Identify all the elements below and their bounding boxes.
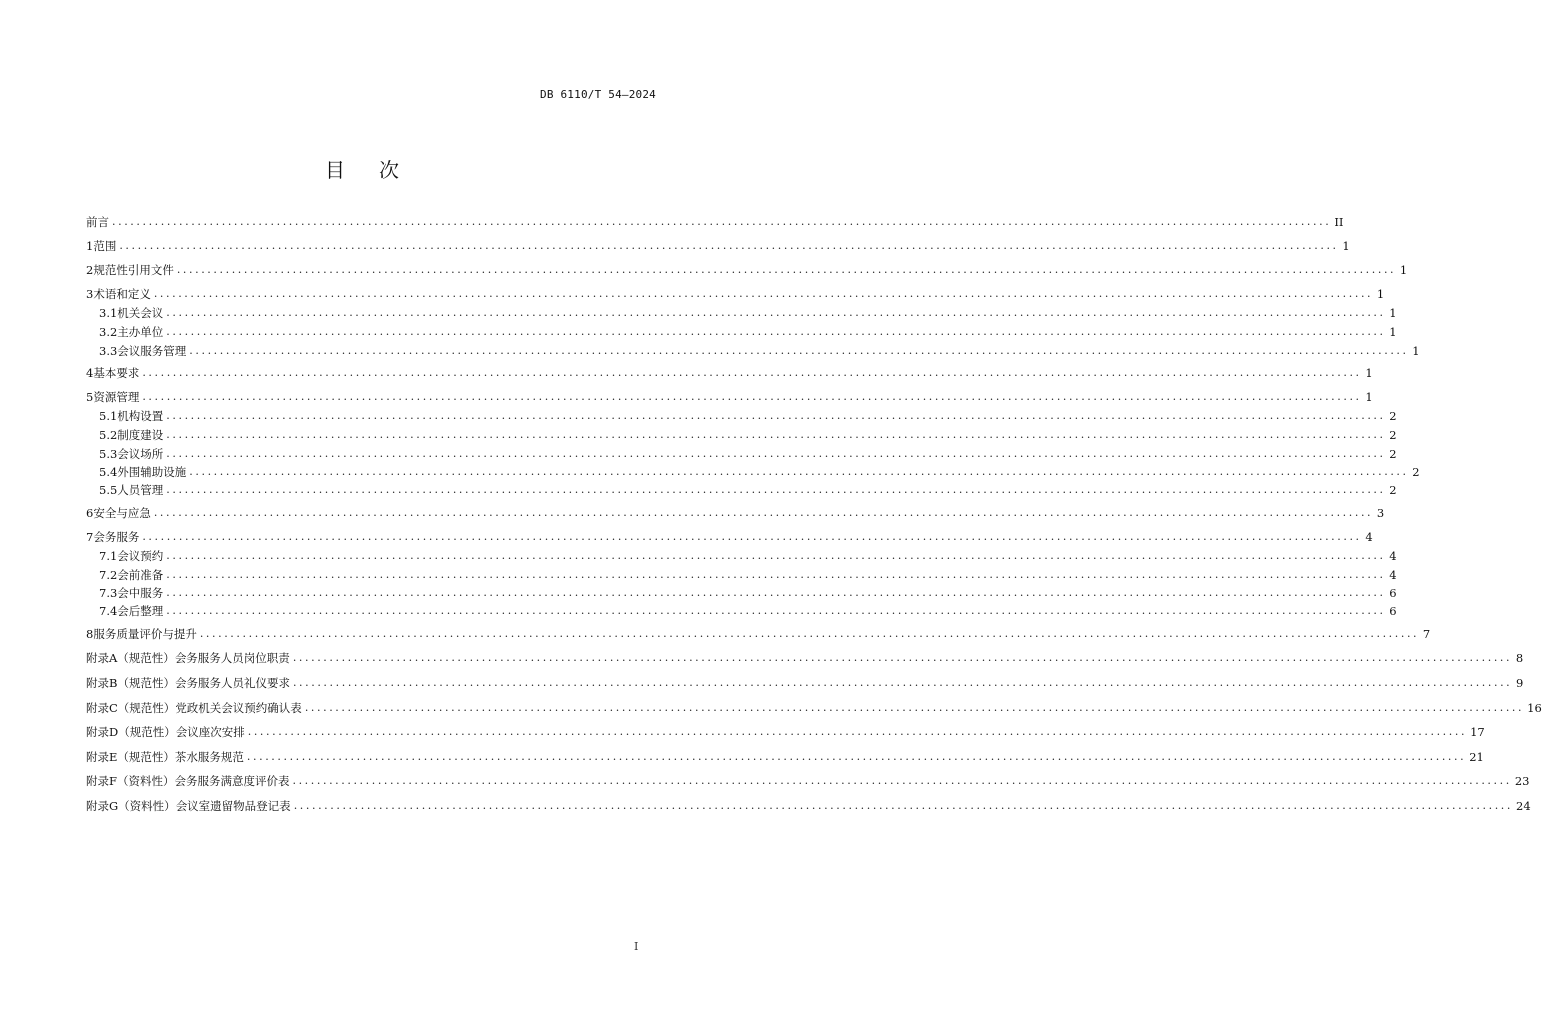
toc-entry-page: 2	[1389, 428, 1397, 442]
toc-leader-dots: ........................................................................................................................................................................................................	[166, 568, 1386, 581]
toc-entry-number: 附录A（规范性）	[86, 651, 175, 665]
toc-entry[interactable]	[99, 548, 1397, 564]
toc-entry[interactable]	[86, 262, 1408, 278]
toc-entry[interactable]	[86, 389, 1373, 405]
toc-leader-dots: ........................................................................................................................................................................................................	[166, 447, 1386, 460]
toc-entry-label: 基本要求	[93, 366, 140, 380]
toc-entry[interactable]	[86, 650, 1524, 666]
toc-entry-page: 4	[1389, 568, 1397, 582]
toc-entry-label: 会务服务	[93, 530, 140, 544]
toc-entry[interactable]	[99, 446, 1397, 462]
toc-entry-page: 1	[1376, 287, 1385, 301]
toc-entry[interactable]	[99, 603, 1397, 619]
toc-entry-label: 会议座次安排	[175, 725, 245, 739]
toc-entry[interactable]	[86, 798, 1531, 814]
toc-entry[interactable]	[99, 408, 1397, 424]
page-number: I	[634, 940, 639, 953]
toc-leader-dots: ........................................................................................................................................................................................................	[189, 465, 1409, 478]
toc-leader-dots: ........................................................................................................................................................................................................	[142, 530, 1362, 543]
toc-entry[interactable]	[86, 675, 1524, 691]
toc-leader-dots: ........................................................................................................................................................................................................	[166, 483, 1386, 496]
toc-entry-number: 5	[86, 390, 94, 404]
toc-leader-dots: ........................................................................................................................................................................................................	[292, 651, 1513, 664]
toc-entry[interactable]	[86, 700, 1542, 716]
toc-entry-number: 附录B（规范性）	[86, 676, 175, 690]
toc-leader-dots: ........................................................................................................................................................................................................	[246, 750, 1467, 763]
toc-entry-label: 会前准备	[117, 568, 164, 582]
toc-entry-number: 1	[86, 239, 94, 253]
toc-entry-page: 21	[1469, 750, 1484, 764]
toc-entry-number: 2	[86, 263, 94, 277]
toc-entry[interactable]	[86, 365, 1373, 381]
toc-leader-dots: ........................................................................................................................................................................................................	[166, 325, 1386, 338]
toc-entry-page: 2	[1412, 465, 1420, 479]
toc-entry-page: 4	[1389, 549, 1397, 563]
toc-leader-dots: ........................................................................................................................................................................................................	[166, 428, 1386, 441]
toc-entry-page: 23	[1514, 774, 1530, 788]
toc-entry-label: 机构设置	[117, 409, 164, 423]
toc-entry-page: 6	[1389, 604, 1397, 618]
toc-entry-number: 3.2	[99, 325, 118, 339]
toc-entry-page: 1	[1389, 306, 1397, 320]
toc-entry-number: 7.2	[99, 568, 118, 582]
toc-entry-page: 16	[1527, 701, 1542, 715]
toc-leader-dots: ........................................................................................................................................................................................................	[142, 366, 1362, 379]
toc-entry-number: 8	[86, 627, 94, 641]
toc-entry-page: 1	[1412, 344, 1420, 358]
toc-entry-label: 党政机关会议预约确认表	[175, 701, 302, 715]
toc-entry[interactable]	[86, 214, 1344, 230]
toc-entry-label: 服务质量评价与提升	[93, 627, 197, 641]
toc-leader-dots: ........................................................................................................................................................................................................	[166, 306, 1386, 319]
toc-entry-label: 范围	[93, 239, 117, 253]
toc-leader-dots: ........................................................................................................................................................................................................	[166, 586, 1386, 599]
toc-entry-page: 9	[1515, 676, 1524, 690]
toc-entry-label: 资源管理	[93, 390, 140, 404]
toc-entry[interactable]	[99, 305, 1397, 321]
toc-entry-page: 3	[1376, 506, 1385, 520]
toc-entry-page: 2	[1389, 409, 1397, 423]
toc-leader-dots: ........................................................................................................................................................................................................	[166, 604, 1386, 617]
toc-entry-number: 5.4	[99, 465, 118, 479]
toc-entry[interactable]	[99, 482, 1397, 498]
toc-leader-dots: ........................................................................................................................................................................................................	[153, 506, 1374, 519]
toc-leader-dots: ........................................................................................................................................................................................................	[199, 627, 1420, 640]
toc-entry-page: 1	[1365, 390, 1373, 404]
toc-leader-dots: ........................................................................................................................................................................................................	[112, 215, 1332, 228]
toc-entry-page: 8	[1515, 651, 1524, 665]
toc-entry-number: 5.1	[99, 409, 118, 423]
toc-entry-label: 前言	[86, 215, 109, 229]
toc-entry-number: 3.3	[99, 344, 118, 358]
toc-leader-dots: ........................................................................................................................................................................................................	[292, 774, 1512, 787]
toc-entry-label: 会后整理	[117, 604, 164, 618]
toc-entry[interactable]	[99, 324, 1397, 340]
toc-leader-dots: ........................................................................................................................................................................................................	[166, 409, 1386, 422]
toc-entry[interactable]	[99, 343, 1420, 359]
toc-leader-dots: ........................................................................................................................................................................................................	[247, 725, 1468, 738]
toc-entry-number: 附录C（规范性）	[86, 701, 176, 715]
toc-leader-dots: ........................................................................................................................................................................................................	[166, 549, 1386, 562]
toc-entry-label: 机关会议	[117, 306, 164, 320]
toc-entry-number: 6	[86, 506, 94, 520]
toc-entry-label: 会议场所	[117, 447, 164, 461]
toc-entry-number: 附录E（规范性）	[86, 750, 175, 764]
toc-entry-label: 会务服务满意度评价表	[174, 774, 290, 788]
toc-entry-label: 会议室遗留物品登记表	[175, 799, 291, 813]
toc-entry-page: 1	[1399, 263, 1408, 277]
page-title: 目次	[325, 158, 433, 182]
toc-entry-number: 5.2	[99, 428, 118, 442]
toc-entry-number: 3	[86, 287, 94, 301]
toc-entry-label: 茶水服务规范	[174, 750, 244, 764]
toc-entry-number: 7.3	[99, 586, 118, 600]
toc-entry-page: 6	[1389, 586, 1397, 600]
toc-entry-number: 7.4	[99, 604, 118, 618]
toc-entry-label: 安全与应急	[93, 506, 151, 520]
toc-entry[interactable]	[86, 238, 1350, 254]
toc-entry-label: 会中服务	[117, 586, 164, 600]
standard-code: DB 6110/T 54—2024	[540, 88, 656, 101]
toc-entry-number: 7.1	[99, 549, 118, 563]
toc-entry-page: 1	[1365, 366, 1373, 380]
toc-leader-dots: ........................................................................................................................................................................................................	[119, 239, 1339, 252]
toc-entry[interactable]	[86, 505, 1385, 521]
toc-entry[interactable]	[99, 464, 1420, 480]
toc-entry[interactable]	[86, 286, 1385, 302]
toc-leader-dots: ........................................................................................................................................................................................................	[176, 263, 1397, 276]
toc-entry[interactable]	[86, 749, 1484, 765]
toc-entry-number: 7	[86, 530, 94, 544]
toc-entry-page: 2	[1389, 483, 1397, 497]
toc-entry-page: 2	[1389, 447, 1397, 461]
toc-entry-label: 人员管理	[117, 483, 164, 497]
toc-entry[interactable]	[86, 529, 1373, 545]
toc-entry-page: 1	[1342, 239, 1350, 253]
toc-entry[interactable]	[99, 585, 1397, 601]
toc-entry[interactable]	[99, 567, 1397, 583]
toc-leader-dots: ........................................................................................................................................................................................................	[142, 390, 1362, 403]
toc-entry[interactable]	[86, 773, 1530, 789]
toc-entry-number: 5.5	[99, 483, 118, 497]
toc-entry-page: 1	[1389, 325, 1397, 339]
toc-entry-number: 4	[86, 366, 94, 380]
toc-entry-label: 制度建设	[117, 428, 164, 442]
toc-entry-label: 外围辅助设施	[117, 465, 187, 479]
toc-entry-label: 主办单位	[117, 325, 164, 339]
toc-entry[interactable]	[99, 427, 1397, 443]
toc-entry-page: 17	[1470, 725, 1485, 739]
toc-entry[interactable]	[86, 724, 1485, 740]
toc-leader-dots: ........................................................................................................................................................................................................	[292, 676, 1513, 689]
toc-entry-number: 5.3	[99, 447, 118, 461]
toc-entry-page: 4	[1365, 530, 1373, 544]
toc-entry-page: II	[1334, 215, 1344, 229]
toc-leader-dots: ........................................................................................................................................................................................................	[293, 799, 1514, 812]
toc-entry-number: 3.1	[99, 306, 118, 320]
toc-entry-number: 附录G（资料性）	[86, 799, 176, 813]
toc-entry-number: 附录D（规范性）	[86, 725, 176, 739]
toc-entry-number: 附录F（资料性）	[86, 774, 175, 788]
toc-leader-dots: ........................................................................................................................................................................................................	[304, 701, 1525, 714]
toc-leader-dots: ........................................................................................................................................................................................................	[153, 287, 1374, 300]
toc-entry-page: 7	[1422, 627, 1431, 641]
toc-leader-dots: ........................................................................................................................................................................................................	[189, 344, 1409, 357]
toc-entry[interactable]	[86, 626, 1431, 642]
toc-entry-label: 会务服务人员岗位职责	[174, 651, 290, 665]
toc-entry-label: 术语和定义	[93, 287, 151, 301]
toc-entry-label: 会议预约	[117, 549, 164, 563]
toc-entry-label: 会议服务管理	[117, 344, 187, 358]
toc-entry-label: 规范性引用文件	[93, 263, 174, 277]
toc-entry-label: 会务服务人员礼仪要求	[174, 676, 290, 690]
toc-entry-page: 24	[1516, 799, 1531, 813]
